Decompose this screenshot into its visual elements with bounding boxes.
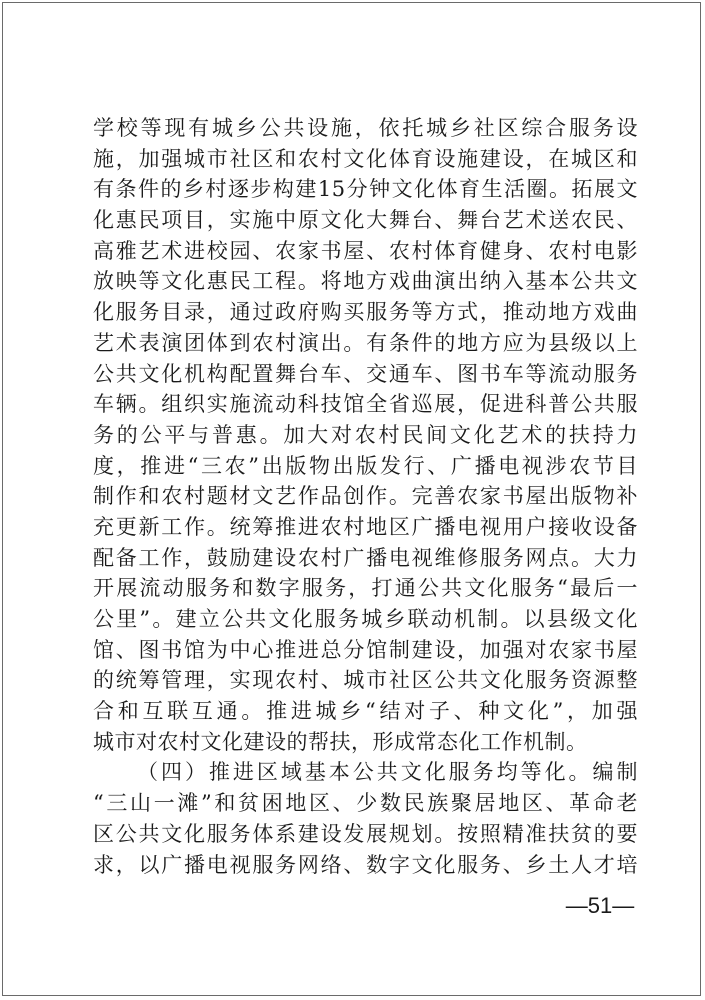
text-line: 学校等现有城乡公共设施，依托城乡社区综合服务设	[93, 116, 638, 140]
text-line: 度，推进“三农”出版物出版发行、广播电视涉农节目	[93, 453, 638, 478]
text-line: 区公共文化服务体系建设发展规划。按照精准扶贫的要	[93, 821, 638, 846]
body-text	[93, 113, 638, 880]
text-line: 车辆。组织实施流动科技馆全省巡展，促进科普公共服	[93, 392, 638, 417]
text-line: 艺术表演团体到农村演出。有条件的地方应为县级以上	[93, 330, 638, 355]
text-line: 充更新工作。统筹推进农村地区广播电视用户接收设备	[93, 514, 638, 539]
text-line: 求，以广播电视服务网络、数字文化服务、乡土人才培	[93, 852, 638, 877]
text-line: 公里”。建立公共文化服务城乡联动机制。以县级文化	[93, 607, 638, 631]
text-line: 制作和农村题材文艺作品创作。完善农家书屋出版物补	[93, 484, 638, 509]
text-line: 有条件的乡村逐步构建15分钟文化体育生活圈。拓展文	[93, 177, 638, 202]
text-line: 开展流动服务和数字服务，打通公共文化服务“最后一	[93, 576, 638, 601]
text-line: 高雅艺术进校园、农家书屋、农村体育健身、农村电影	[93, 238, 638, 263]
text-line: 配备工作，鼓励建设农村广播电视维修服务网点。大力	[93, 545, 638, 570]
text-line: 的统筹管理，实现农村、城市社区公共文化服务资源整	[93, 668, 638, 693]
text-line: 城市对农村文化建设的帮扶，形成常态化工作机制。	[93, 729, 588, 754]
text-line: “三山一滩”和贫困地区、少数民族聚居地区、革命老	[93, 791, 638, 816]
text-line: 化惠民项目，实施中原文化大舞台、舞台艺术送农民、	[93, 208, 638, 233]
text-line: 馆、图书馆为中心推进总分馆制建设，加强对农家书屋	[93, 637, 638, 662]
text-line: 务的公平与普惠。加大对农村民间文化艺术的扶持力	[93, 422, 638, 447]
page-number: —51—	[565, 893, 635, 918]
text-line: 合和互联互通。推进城乡“结对子、种文化”，加强	[93, 699, 638, 724]
text-line: 公共文化机构配置舞台车、交通车、图书车等流动服务	[93, 361, 638, 386]
text-line: 放映等文化惠民工程。将地方戏曲演出纳入基本公共文	[93, 269, 638, 294]
text-line: 施，加强城市社区和农村文化体育设施建设，在城区和	[93, 146, 638, 171]
section-heading-line: （四）推进区域基本公共文化服务均等化。编制	[137, 760, 638, 785]
text-line: 化服务目录，通过政府购买服务等方式，推动地方戏曲	[93, 300, 638, 325]
